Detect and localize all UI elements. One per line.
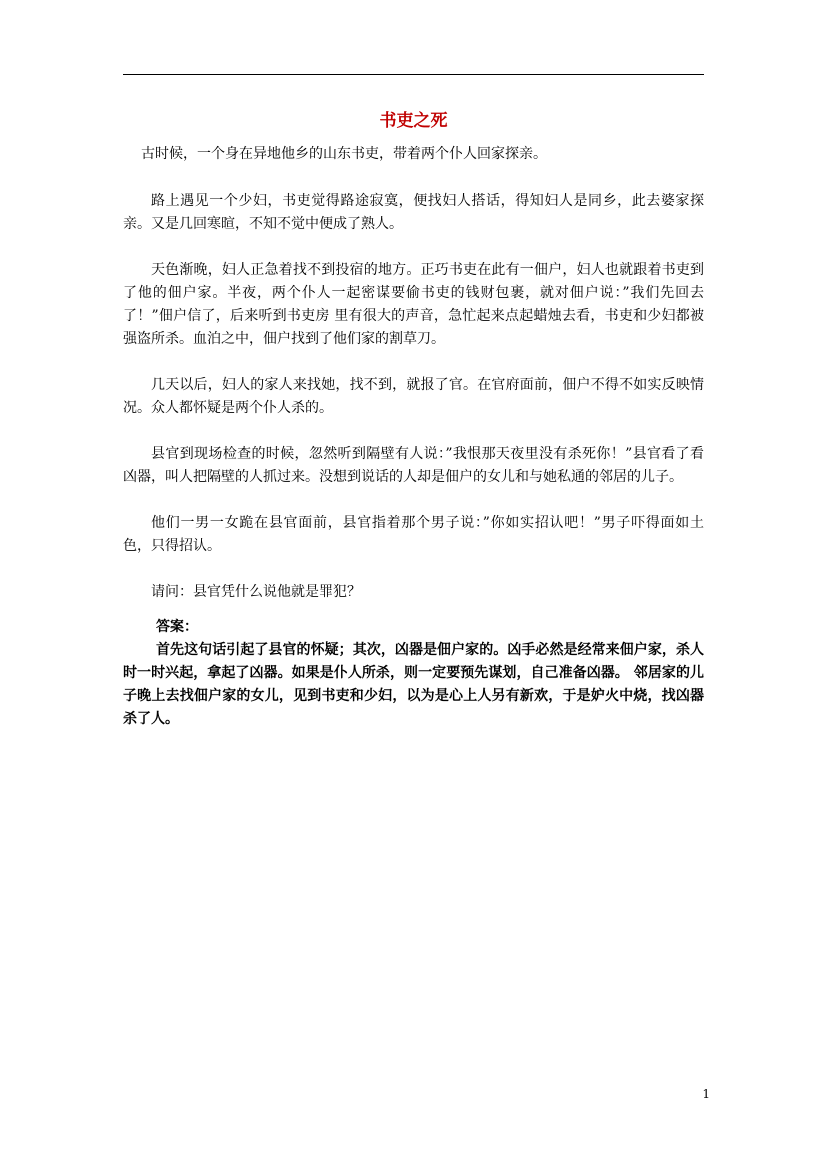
paragraph-1: 古时候，一个身在异地他乡的山东书吏，带着两个仆人回家探亲。 — [141, 146, 547, 162]
question-text: 请问：县官凭什么说他就是罪犯？ — [151, 584, 361, 600]
document-title: 书吏之死 — [379, 111, 448, 131]
document-body — [123, 143, 704, 731]
header-rule — [123, 74, 704, 75]
paragraph-5: 县官到现场检查的时候，忽然听到隔壁有人说：”我恨那天夜里没有杀死你！”县官看了看凶器，叫人把隔壁的人抓过来。没想到说话的人却是佃户的女儿和与她私通的邻居的儿子。 — [123, 446, 704, 485]
paragraph-2: 路上遇见一个少妇，书吏觉得路途寂寞，便找妇人搭话，得知妇人是同乡，此去婆家探亲。又是几回寒暄，不知不觉中便成了熟人。 — [123, 193, 704, 232]
answer-text: 首先这句话引起了县官的怀疑；其次，凶器是佃户家的。凶手必然是经常来佃户家，杀人时一时兴起，拿起了凶器。如果是仆人所杀，则一定要预先谋划，自己准备凶器。 邻居家的儿子晚上去找佃户家的女儿，见到书吏和少妇，以为是心上人另有新欢，于是妒火中烧，找凶器杀了人。 — [123, 642, 704, 727]
answer-label: 答案： — [156, 619, 198, 635]
page-number: 1 — [702, 1087, 710, 1101]
paragraph-3: 天色渐晚，妇人正急着找不到投宿的地方。正巧书吏在此有一佃户，妇人也就跟着书吏到了他的佃户家。半夜，两个仆人一起密谋要偷书吏的钱财包裹，就对佃户说：”我们先回去了！”佃户信了，后来听到书吏房 里有很大的声音，急忙起来点起蜡烛去看，书吏和少妇都被强盗所杀。血泊之中，佃户找到了他们家的割草刀。 — [123, 262, 704, 347]
paragraph-6: 他们一男一女跪在县官面前，县官指着那个男子说：”你如实招认吧！”男子吓得面如土色，只得招认。 — [123, 515, 704, 554]
paragraph-4: 几天以后，妇人的家人来找她，找不到，就报了官。在官府面前，佃户不得不如实反映情况。众人都怀疑是两个仆人杀的。 — [123, 377, 704, 416]
